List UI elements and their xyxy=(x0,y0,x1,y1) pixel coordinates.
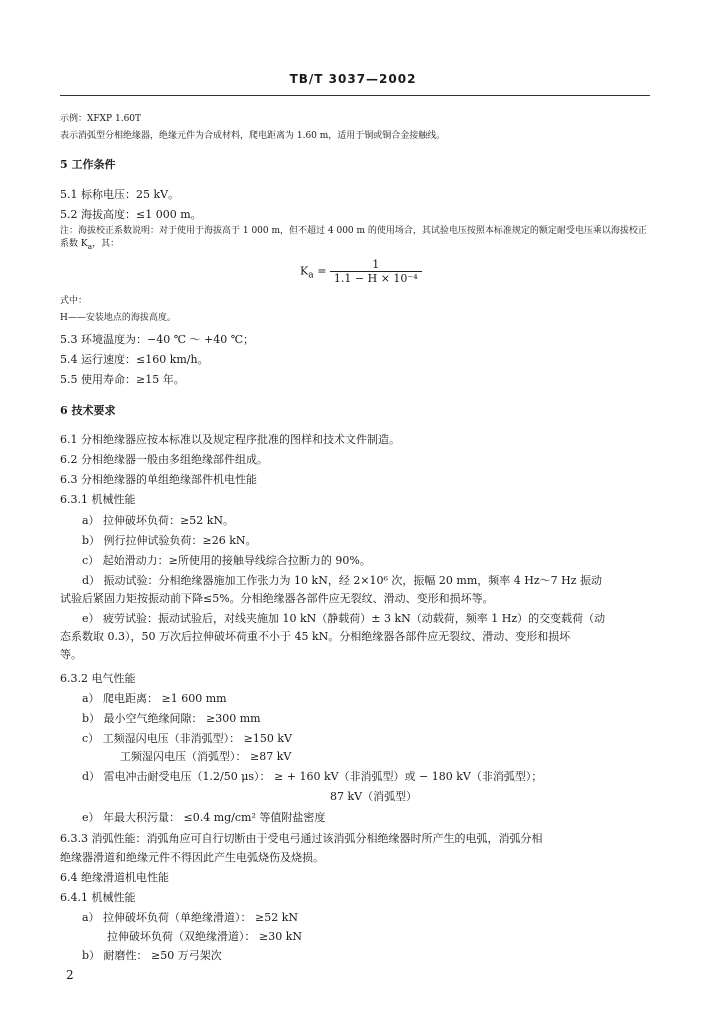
where-h-definition: H——安装地点的海拔高度。 xyxy=(60,313,176,323)
clause-6-4: 6.4 绝缘滑道机电性能 xyxy=(60,871,169,884)
item-6-3-1-d-line2: 试验后紧固力矩按振动前下降≤5%。分相绝缘器各部件应无裂纹、滑动、变形和损坏等。 xyxy=(60,592,494,605)
clause-6-3-3-line1: 6.3.3 消弧性能：消弧角应可自行切断由于受电弓通过该消弧分相绝缘器时所产生的电弧，消弧分相 xyxy=(60,832,543,845)
clause-5-2: 5.2 海拔高度：≤1 000 m。 xyxy=(60,208,202,221)
example-line: 示例：XFXP 1.60T xyxy=(60,114,142,124)
item-6-3-2-d-line1: d） 雷电冲击耐受电压（1.2/50 μs）： ≥ + 160 kV（非消弧型）或 − 180 kV（非消弧型）； xyxy=(82,770,543,783)
item-6-3-1-b: b） 例行拉伸试验负荷：≥26 kN。 xyxy=(82,534,257,547)
item-6-3-2-c-line1: c） 工频湿闪电压（非消弧型）： ≥150 kV xyxy=(82,732,292,745)
item-6-3-2-a: a） 爬电距离： ≥1 600 mm xyxy=(82,692,227,705)
page-header: TB/T 3037—2002 xyxy=(289,72,417,86)
clause-6-2: 6.2 分相绝缘器一般由多组绝缘部件组成。 xyxy=(60,453,268,466)
section-6-title: 6 技术要求 xyxy=(60,404,116,417)
altitude-note xyxy=(60,225,655,253)
clause-6-4-1: 6.4.1 机械性能 xyxy=(60,891,136,904)
item-6-3-1-e-line2: 态系数取 0.3），50 万次后拉伸破坏荷重不小于 45 kN。分相绝缘器各部件应无裂纹、滑动、变形和损坏 xyxy=(60,630,571,643)
altitude-formula xyxy=(300,258,422,285)
header-rule xyxy=(60,95,650,96)
page-number: 2 xyxy=(66,968,74,982)
formula-lhs-subscript: a xyxy=(308,269,314,281)
formula-fraction xyxy=(330,258,422,285)
item-6-3-2-b: b） 最小空气绝缘间隙： ≥300 mm xyxy=(82,712,261,725)
clause-5-1: 5.1 标称电压：25 kV。 xyxy=(60,188,180,201)
clause-6-3-3-line2: 绝缘器滑道和绝缘元件不得因此产生电弧烧伤及烧损。 xyxy=(60,851,324,864)
formula-denominator: 1.1 − H × 10⁻⁴ xyxy=(333,272,418,285)
clause-6-1: 6.1 分相绝缘器应按本标准以及规定程序批准的图样和技术文件制造。 xyxy=(60,433,400,446)
item-6-3-2-c-line2: 工频湿闪电压（消弧型）： ≥87 kV xyxy=(120,750,292,763)
clause-5-3: 5.3 环境温度为：−40 ℃ ～ +40 ℃； xyxy=(60,333,255,346)
item-6-3-2-d-line2: 87 kV（消弧型） xyxy=(330,790,418,803)
formula-numerator: 1 xyxy=(330,258,422,272)
clause-6-3: 6.3 分相绝缘器的单组绝缘部件机电性能 xyxy=(60,473,257,486)
item-6-3-1-a: a） 拉伸破坏负荷：≥52 kN。 xyxy=(82,514,235,527)
clause-6-3-1: 6.3.1 机械性能 xyxy=(60,493,136,506)
note-tail: ，其： xyxy=(92,239,120,249)
formula-lhs: K xyxy=(300,264,309,278)
section-5-title: 5 工作条件 xyxy=(60,158,116,171)
item-6-3-1-e-line1: e） 疲劳试验：振动试验后，对线夹施加 10 kN（静载荷）± 3 kN（动载荷，频率 1 Hz）的交变载荷（动 xyxy=(82,612,606,625)
item-6-4-1-a-line1: a） 拉伸破坏负荷（单绝缘滑道）： ≥52 kN xyxy=(82,911,299,924)
note-subscript: a xyxy=(87,241,93,251)
clause-6-3-2: 6.3.2 电气性能 xyxy=(60,672,136,685)
item-6-3-2-e: e） 年最大积污量： ≤0.4 mg/cm² 等值附盐密度 xyxy=(82,811,326,824)
clause-5-4: 5.4 运行速度：≤160 km/h。 xyxy=(60,353,209,366)
formula-equals: = xyxy=(317,264,327,278)
clause-5-5: 5.5 使用寿命：≥15 年。 xyxy=(60,373,185,386)
item-6-3-1-c: c） 起始滑动力：≥所使用的接触导线综合拉断力的 90%。 xyxy=(82,554,371,567)
where-label: 式中： xyxy=(60,296,88,306)
item-6-4-1-a-line2: 拉伸破坏负荷（双绝缘滑道）： ≥30 kN xyxy=(107,930,302,943)
example-description: 表示消弧型分相绝缘器，绝缘元件为合成材料，爬电距离为 1.60 m，适用于铜或铜合金接触线。 xyxy=(60,131,446,141)
note-text: 注：海拔校正系数说明：对于使用于海拔高于 1 000 m，但不超过 4 000 m 的使用场合，其试验电压按照本标准规定的额定耐受电压乘以海拔校正系数 K xyxy=(60,226,647,249)
item-6-3-1-e-line3: 等。 xyxy=(60,648,82,661)
item-6-3-1-d-line1: d） 振动试验：分相绝缘器施加工作张力为 10 kN，经 2×10⁶ 次，振幅 20 mm，频率 4 Hz～7 Hz 振动 xyxy=(82,574,603,587)
item-6-4-1-b: b） 耐磨性： ≥50 万弓架次 xyxy=(82,949,222,962)
